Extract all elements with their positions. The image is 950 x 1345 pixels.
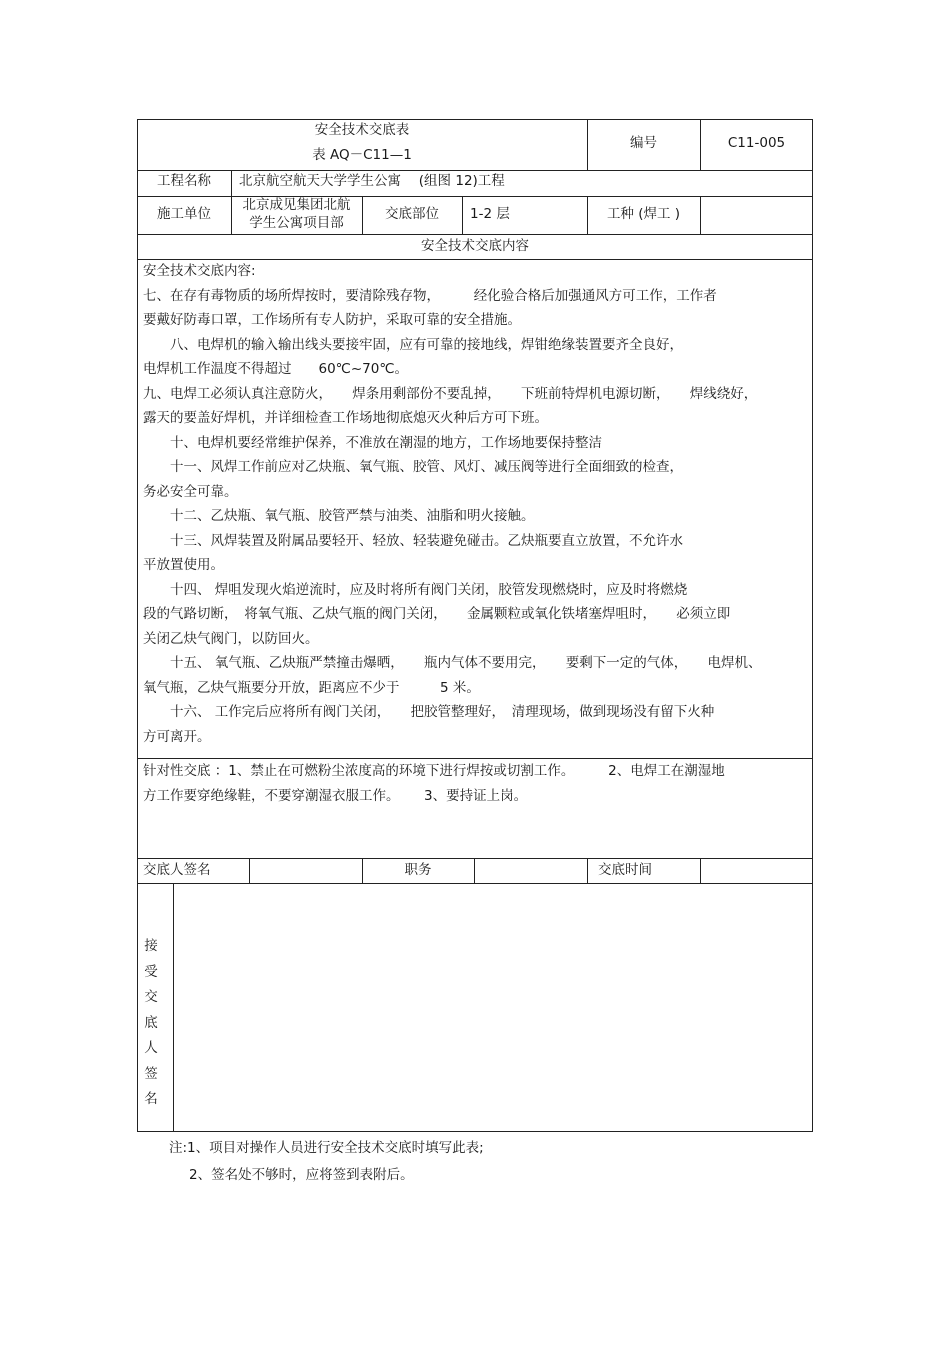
trade-label: 工种 (焊工 ) (606, 206, 681, 222)
column-divider (587, 858, 588, 883)
receiver-signature-area[interactable] (178, 890, 808, 1126)
content-line: 氧气瓶，乙炔气瓶要分开放，距离应不少于 5 米。 (143, 679, 480, 696)
targeted-briefing (143, 759, 803, 808)
content-line: 平放置使用。 (143, 557, 224, 573)
project-value: 北京航空航天大学学生公寓 (组图 12)工程 (239, 173, 505, 189)
content-line: 要戴好防毒口罩，工作场所有专人防护，采取可靠的安全措施。 (143, 312, 521, 328)
targeted-line: 针对性交底 ：1、禁止在可燃粉尘浓度高的环境下进行焊按或切割工作。 2、电焊工在潮湿地 (143, 763, 725, 779)
row-divider (137, 170, 813, 171)
giver-label: 交底人签名 (143, 862, 211, 878)
column-divider (474, 858, 475, 883)
content-line: 电焊机工作温度不得超过 60℃~70℃。 (143, 361, 408, 377)
unit-label: 施工单位 (157, 206, 211, 222)
content-line: 十二、乙炔瓶、氧气瓶、胶管严禁与油类、油脂和明火接触。 (143, 508, 535, 524)
targeted-line: 方工作要穿绝缘鞋，不要穿潮湿衣服工作。 3、要持证上岗。 (143, 787, 528, 804)
content-line: 十一、风焊工作前应对乙炔瓶、氧气瓶、胶管、风灯、减压阀等进行全面细致的检查， (143, 459, 683, 475)
row-divider (137, 234, 813, 235)
content-line: 十、电焊机要经常维护保养，不准放在潮湿的地方，工作场地要保持整洁 (143, 434, 602, 451)
content-line: 十四、 焊咀发现火焰逆流时，应及时将所有阀门关闭，胶管发现燃烧时，应及时将燃烧 (143, 581, 688, 598)
position-label: 职务 (404, 862, 432, 878)
unit-value-line1: 北京成见集团北航 (242, 197, 351, 213)
column-divider (249, 858, 250, 883)
note-1: 注:1、项目对操作人员进行安全技术交底时填写此表; (169, 1140, 484, 1156)
column-divider (700, 858, 701, 883)
number-value: C11-005 (727, 135, 786, 151)
content-line: 露天的要盖好焊机，并详细检查工作场地彻底熄灭火种后方可下班。 (143, 410, 548, 426)
row-divider (137, 883, 813, 884)
column-divider (462, 196, 463, 234)
content-line: 段的气路切断， 将氧气瓶、乙炔气瓶的阀门关闭， 金属颗粒或氧化铁堵塞焊咀时， 必须立即 (143, 606, 731, 622)
project-label: 工程名称 (157, 173, 211, 189)
content-line: 八、电焊机的输入输出线头要接牢固，应有可靠的接地线，焊钳绝缘装置要齐全良好， (143, 336, 683, 353)
column-divider (173, 883, 174, 1132)
number-label: 编号 (630, 135, 657, 151)
form-code: 表 AQ－C11—1 (312, 147, 412, 163)
location-label: 交底部位 (385, 206, 439, 222)
content-line: 七、在存有毒物质的场所焊按时，要清除残存物， 经化验合格后加强通风方可工作，工作者 (143, 287, 717, 304)
content-line: 关闭乙炔气阀门，以防回火。 (143, 630, 319, 647)
section-title: 安全技术交底内容 (421, 238, 529, 254)
column-divider (231, 170, 232, 196)
content-line: 九、电焊工必须认真注意防火， 焊条用剩部份不要乱掉， 下班前特焊机电源切断， 焊线绕好， (143, 385, 758, 402)
unit-value-line2: 学生公寓项目部 (249, 215, 344, 231)
briefing-content (143, 259, 803, 749)
note-2: 2、签名处不够时，应将签到表附后。 (189, 1167, 414, 1183)
content-heading: 安全技术交底内容: (143, 263, 256, 279)
content-line: 方可离开。 (143, 728, 211, 745)
receiver-label: 接受交底人签名 (144, 938, 158, 1107)
time-label: 交底时间 (598, 862, 652, 878)
row-divider (137, 858, 813, 859)
location-value: 1-2 层 (470, 206, 510, 222)
content-line: 十三、风焊装置及附属品要轻开、轻放、轻装避免碰击。乙炔瓶要直立放置，不允许水 (143, 532, 683, 549)
content-line: 十五、 氧气瓶、乙炔瓶严禁撞击爆晒， 瓶内气体不要用完， 要剩下一定的气体， 电焊机、 (143, 655, 762, 671)
form-title: 安全技术交底表 (314, 122, 410, 138)
content-line: 十六、 工作完后应将所有阀门关闭， 把胶管整理好， 清理现场，做到现场没有留下火种 (143, 704, 715, 720)
content-line: 务必安全可靠。 (143, 483, 238, 500)
column-divider (700, 196, 701, 234)
